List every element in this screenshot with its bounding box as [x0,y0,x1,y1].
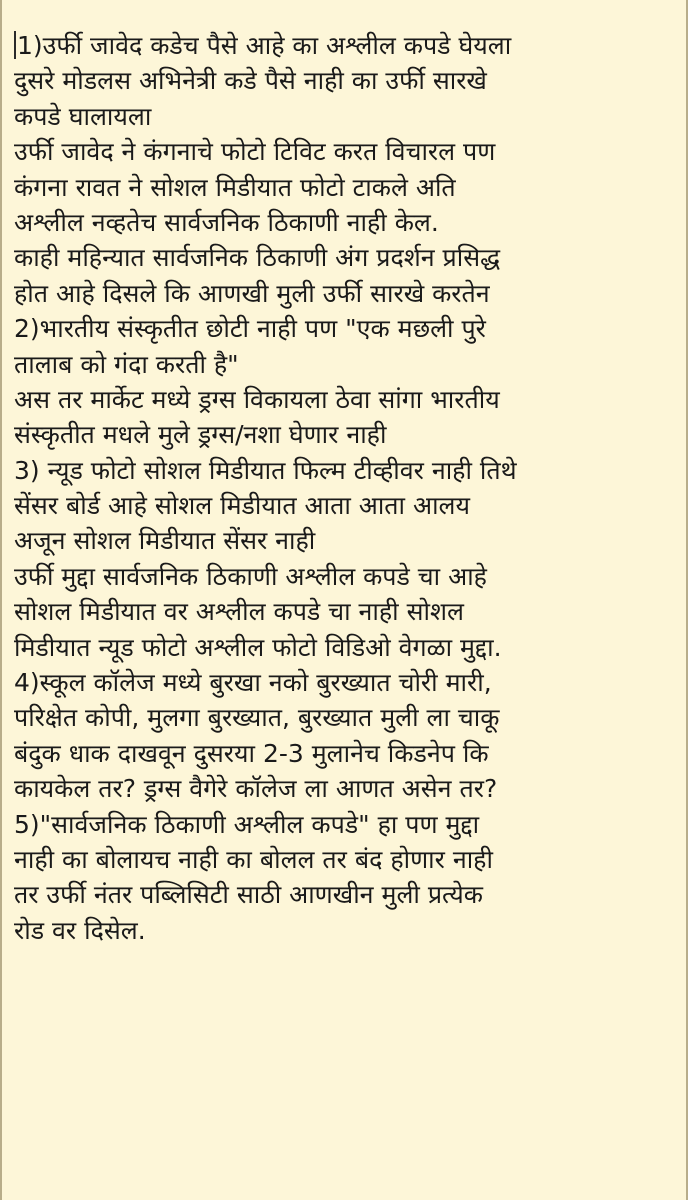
text-line-1 [14,28,676,63]
text-line-25: तर उर्फी नंतर पब्लिसिटी साठी आणखीन मुली प्रत्येक [14,880,484,910]
text-line-10: तालाब को गंदा करती है" [14,349,239,379]
text-line-15: अजून सोशल मिडीयात सेंसर नाही [14,526,316,556]
text-line-4: उर्फी जावेद ने कंगनाचे फोटो टिविट करत विचारल पण [14,137,496,167]
text-line-7: काही महिन्यात सार्वजनिक ठिकाणी अंग प्रदर्शन प्रसिद्ध [14,243,501,273]
text-line-21: बंदुक धाक दाखवून दुसरया 2-3 मुलानेच किडनेप कि [14,738,489,768]
text-line-8: होत आहे दिसले कि आणखी मुली उर्फी सारखे करतेन [14,278,490,308]
text-line-5: कंगना रावत ने सोशल मिडीयात फोटो टाकले अति [14,172,456,202]
text-line-14: सेंसर बोर्ड आहे सोशल मिडीयात आता आता आलय [14,491,470,521]
text-line-13: 3) न्यूड फोटो सोशल मिडीयात फिल्म टीव्हीवर नाही तिथे [14,455,517,485]
text-line-26: रोड वर दिसेल. [14,915,146,945]
text-line-17: सोशल मिडीयात वर अश्लील कपडे चा नाही सोशल [14,597,464,627]
text-line-24: नाही का बोलायच नाही का बोलल तर बंद होणार नाही [14,844,493,874]
text-line-18: मिडीयात न्यूड फोटो अश्लील फोटो विडिओ वेगळा मुद्दा. [14,632,502,662]
text-line-12: संस्कृतीत मधले मुले ड्रग्स/नशा घेणार नाही [14,420,387,450]
text-line-3: कपडे घालायला [14,101,152,131]
text-line-2: दुसरे मोडलस अभिनेत्री कडे पैसे नाही का उर्फी सारखे [14,66,487,96]
text-line-23: 5)"सार्वजनिक ठिकाणी अश्लील कपडे" हा पण मुद्दा [14,809,480,839]
text-line-20: परिक्षेत कोपी, मुलगा बुरख्यात, बुरख्यात मुली ला चाकू [14,703,500,733]
text-line-1-content: 1)उर्फी जावेद कडेच पैसे आहे का अश्लील कपडे घेयला [17,31,512,60]
text-cursor [14,31,16,59]
text-line-22: कायकेल तर? ड्रग्स वैगेरे कॉलेज ला आणत असेन तर? [14,774,498,804]
text-line-16: उर्फी मुद्दा सार्वजनिक ठिकाणी अश्लील कपडे चा आहे [14,561,487,591]
text-line-9: 2)भारतीय संस्कृतीत छोटी नाही पण "एक मछली पुरे [14,314,486,344]
text-line-11: अस तर मार्केट मध्ये ड्रग्स विकायला ठेवा सांगा भारतीय [14,384,500,414]
text-line-6: अश्लील नव्हतेच सार्वजनिक ठिकाणी नाही केल. [14,207,439,237]
text-line-19: 4)स्कूल कॉलेज मध्ये बुरखा नको बुरख्यात चोरी मारी, [14,668,492,698]
